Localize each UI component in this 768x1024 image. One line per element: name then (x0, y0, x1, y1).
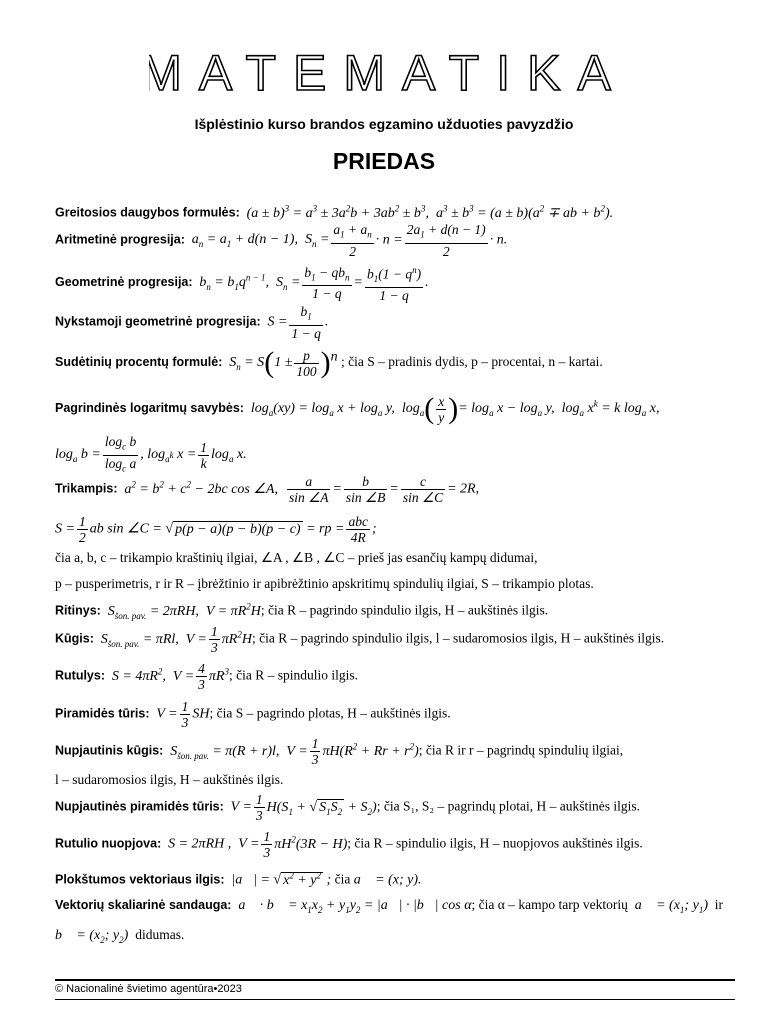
page-title (0, 42, 768, 103)
footer-rule (55, 979, 735, 981)
formula-cylinder: Ritinys: $S_{šon. pav.} = 2\pi RH$, $V = \pi R^2H$; čia R – pagrindo spindulio ilgis, H – aukštinės ilgis. (55, 601, 549, 621)
formula-geometric-progression: Geometrinė progresija: $b_n = b_1q^{n - 1}$, $S_n$ = $\frac{b_1 - qb_n}{1 - q}$ = $\frac{b_1(1 - q^n)}{1 - q}$ . (55, 264, 429, 304)
svg-text:MATEMATIKA: MATEMATIKA (149, 45, 619, 98)
formula-spherical-cap: Rutulio nuopjova: S = 2πRH , V = $\frac{1}{3}$ $\pi H^2(3R - H)$; čia R – spindulio ilgis, H – nuopjovos aukštinės ilgis. (55, 829, 643, 860)
section-heading: PRIEDAS (332, 148, 436, 174)
formula-sphere: Rutulys: $S = 4\pi R^2$, V = $\frac{4}{3}$ $\pi R^3$; čia R – spindulio ilgis. (55, 661, 358, 692)
formula-frustum-pyramid: Nupjautinės piramidės tūris: V = $\frac{1}{3}$ $H(S_1$ + √ $S_1S_2 + S_2$); čia S₁, S₂ – pagrindų plotai, H – aukštinės ilgis. (55, 792, 640, 823)
footer-copyright: © Nacionalinė švietimo agentūra•2023 (55, 983, 242, 995)
formula-triangle: Trikampis: $a^2 = b^2 + c^2 - 2bc$ cos ∠A, $\frac{a}{\sin \angle A}$ = $\frac{b}{\sin \angle B}$ = $\frac{c}{\sin \angle C}$ = 2R, (55, 474, 480, 505)
dot-product-note: b⃗ = ($x_2$; $y_2$) didumas. (55, 927, 185, 945)
formula-expression: $(a \pm b)^3 = a^3 \pm 3a^2b + 3ab^2 \pm b^3$, $a^3 \pm b^3 = (a \pm b)(a^2$ ∓ ab + $b^2$). (243, 203, 614, 221)
formula-fast-multiplication: Greitosios daugybos formulės: $(a \pm b)^3 = a^3 \pm 3a^2b + 3ab^2 \pm b^3$, $a^3 \pm b^3 = (a \pm b)(a^2$ ∓ ab + $b^2$). (55, 203, 614, 221)
frustum-cone-note: l – sudaromosios ilgis, H – aukštinės ilgis. (55, 772, 284, 787)
formula-arithmetic-progression: Aritmetinė progresija: $a_n = a_1 + d(n - 1)$, $S_n$ = $\frac{a_1 + a_n}{2}$ · n = $\frac{2a_1 + d(n - 1)}{2}$ · n. (55, 222, 508, 259)
formula-triangle-area: S = $\frac{1}{2}$ ab sin ∠C = √ p(p − a)(p − b)(p − c) = rp = $\frac{\text{abc}}{4R}$ ; (55, 514, 377, 545)
formula-vector-length: Plokštumos vektoriaus ilgis: |a⃗| = √ $x^2 + y^2$ ; čia a⃗ = (x; y). (55, 870, 422, 888)
formula-pyramid-volume: Piramidės tūris: V = $\frac{1}{3}$ SH; čia S – pagrindo plotas, H – aukštinės ilgis. (55, 699, 451, 730)
formula-compound-interest: Sudėtinių procentų formulė: $S_n = S(1$ ± $\frac{p}{100}$ )$^n$ ; čia S – pradinis dydis, p – procentai, n – kartai. (55, 346, 603, 379)
formula-dot-product: Vektorių skaliarinė sandauga: a⃗ · b⃗ = $x_1x_2 + y_1y_2$ = |a⃗| · |b⃗| cos α; čia α – kampo tarp vektorių a⃗ = ($x_1$; $y_1$) ir (55, 897, 723, 915)
footer-rule-bottom (55, 999, 735, 1000)
formula-logarithm-properties: Pagrindinės logaritmų savybės: $\log_a(xy) = \log_a x + \log_a y$, $\log_a$( $\frac{x}{y}$ )= $\log_a x - \log_a y$, $\log_a x^k = k$ $\log_a x$, (55, 392, 660, 425)
triangle-note-1: čia a, b, c – trikampio kraštinių ilgiai, ∠A , ∠B , ∠C – prieš jas esančių kampų didumai, (55, 550, 538, 565)
title-outline-text (149, 42, 619, 98)
formula-frustum-cone: Nupjautinis kūgis: $S_{šon. pav.} = \pi(R + r)l$, V = $\frac{1}{3}$ $\pi H(R^2 + Rr + r^2)$; čia R ir r – pagrindų spindulių ilgiai, (55, 736, 624, 767)
formula-infinite-geometric: Nykstamoji geometrinė progresija: S = $\frac{b_1}{1 - q}$ . (55, 304, 329, 341)
triangle-note-2: p – pusperimetris, r ir R – įbrėžtinio ir apibrėžtinio apskritimų spindulių ilgiai, S – trikampio plotas. (55, 576, 594, 591)
formula-cone: Kūgis: $S_{šon. pav.} = \pi Rl$, V = $\frac{1}{3}$ $\pi R^2H$; čia R – pagrindo spindulio ilgis, l – sudaromosios ilgis, H – aukštinės ilgis. (55, 624, 665, 655)
formula-logarithm-properties-2: $\log_a b$ = $\frac{\log_c b}{\log_c a}$ , $\log_{a^k} x$ = $\frac{1}{k}$ $\log_a x$. (55, 434, 247, 474)
page-subtitle: Išplėstinio kurso brandos egzamino užduoties pavyzdžio (194, 116, 574, 132)
